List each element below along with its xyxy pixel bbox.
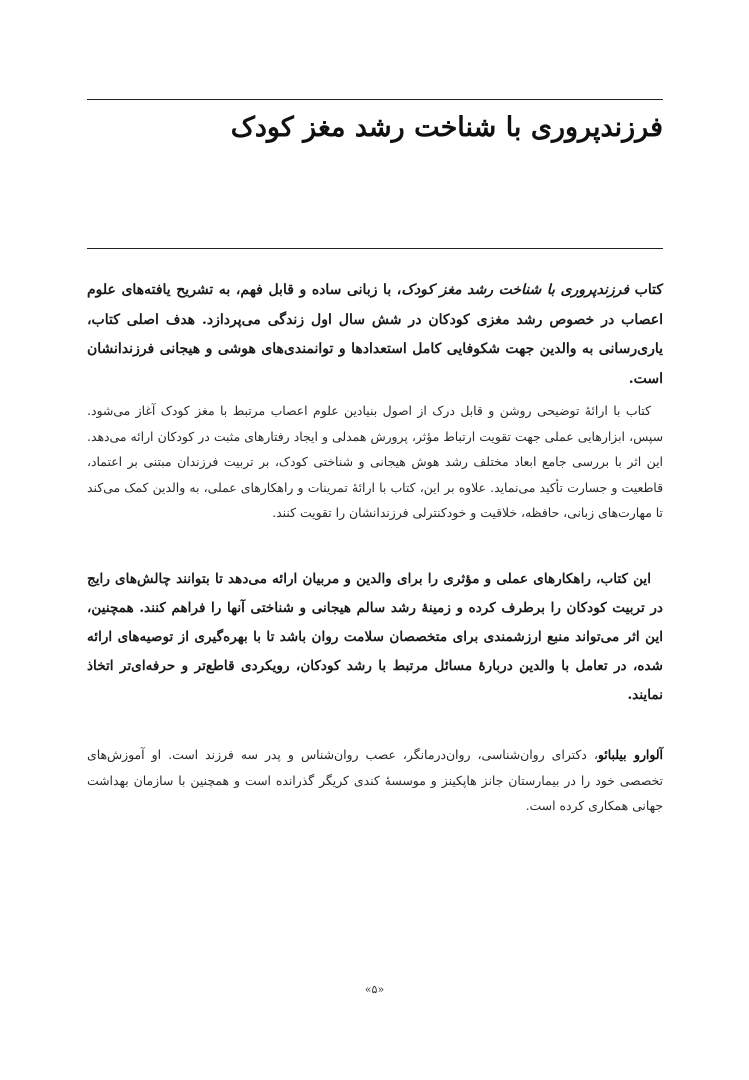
book-name: فرزندپروری با شناخت رشد مغز کودک — [401, 282, 630, 298]
author-bio-text: ، دکترای روان‌شناسی، روان‌درمانگر، عصب روان‌شناس و پدر سه فرزند است. او آموزش‌های تخصصی خود را در بیمارستان جانز هاپکینز و موسسهٔ کندی کریگر گذرانده است و همچنین با سازمان بهداشت جهانی همکاری کرده است. — [87, 747, 663, 814]
intro-paragraph — [87, 276, 663, 394]
page-title: فرزندپروری با شناخت رشد مغز کودک — [230, 112, 663, 143]
summary-paragraph: این کتاب، راهکارهای عملی و مؤثری را برای والدین و مربیان ارائه می‌دهد تا بتوانند چالش‌های رایج در تربیت کودکان را برطرف کرده و زمینهٔ رشد سالم هیجانی و شناختی آنها را فراهم کنند. همچنین، این اثر می‌تواند منبع ارزشمندی برای متخصصان سلامت روان باشد تا با بهره‌گیری از توصیه‌های ارائه شده، در تعامل با والدین دربارهٔ مسائل مرتبط با رشد کودکان، رویکردی قاطع‌تر و حرفه‌ای‌تر اتخاذ نمایند. — [87, 571, 663, 703]
author-name: آلوارو بیلبائو — [597, 747, 663, 762]
intro-text: ، با زبانی ساده و قابل فهم، به تشریح یافته‌های علوم اعصاب در خصوص رشد مغزی کودکان در شش سال اول زندگی می‌پردازد. هدف اصلی کتاب، یاری‌رسانی به والدین جهت شکوفایی کامل استعدادها و توانمندی‌های هوشی و هیجانی فرزندانشان است. — [87, 282, 663, 387]
author-bio — [87, 742, 663, 819]
intro-prefix: کتاب — [629, 282, 663, 298]
bottom-rule — [87, 248, 663, 249]
page-number: «۵» — [364, 983, 385, 996]
description-paragraph: کتاب با ارائهٔ توضیحی روشن و قابل درک از اصول بنیادین علوم اعصاب مرتبط با مغز کودک آغاز می‌شود. سپس، ابزارهایی عملی جهت تقویت ارتباط مؤثر، پرورش همدلی و ایجاد رفتارهای مثبت در کودکان ارائه می‌دهد. این اثر با بررسی جامع ابعاد مختلف رشد هوش هیجانی و شناختی کودک، بر تربیت فرزندان مبتنی بر اعتماد، قاطعیت و جسارت تأکید می‌نماید. علاوه بر این، کتاب با ارائهٔ تمرینات و راهکارهای عملی، به والدین کمک می‌کند تا مهارت‌های زبانی، حافظه، خلاقیت و خودکنترلی فرزندانشان را تقویت کنند. — [87, 403, 663, 521]
top-rule — [87, 99, 663, 100]
